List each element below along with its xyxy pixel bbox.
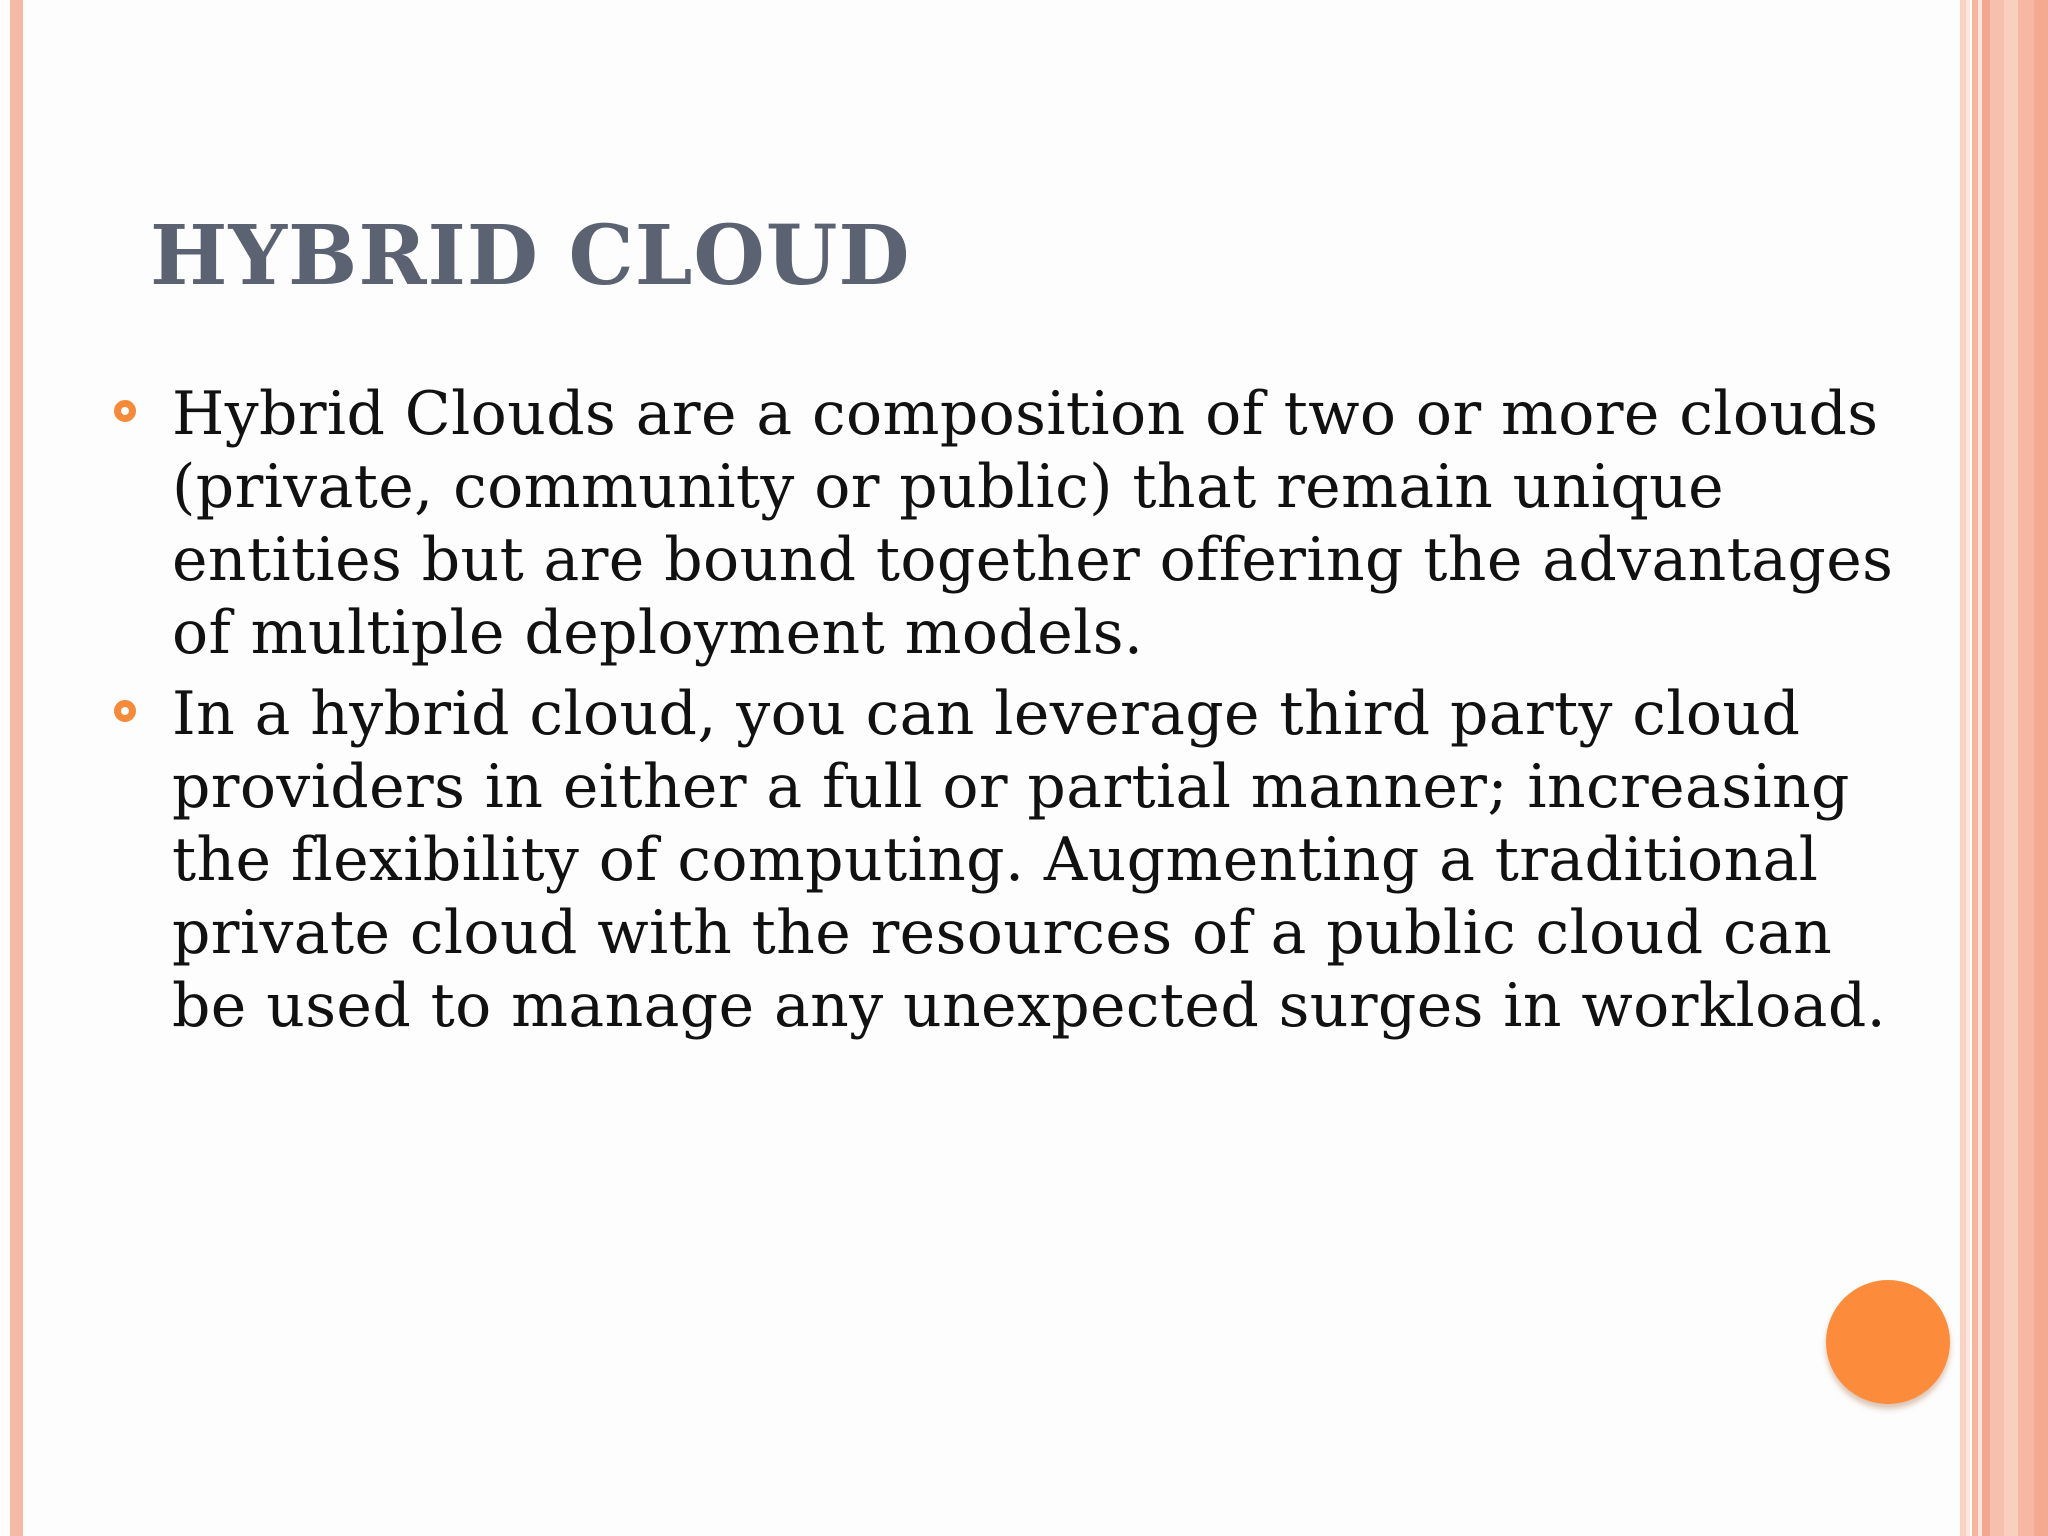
right-stripe-decoration (1982, 0, 1990, 1536)
left-border-decoration (10, 0, 23, 1536)
hollow-circle-bullet-icon (114, 400, 136, 422)
bullet-item (110, 378, 1920, 670)
slide-title: HYBRID CLOUD (150, 208, 911, 304)
bullet-list (110, 378, 1920, 1051)
right-stripe-decoration (1990, 0, 2004, 1536)
bullet-text: In a hybrid cloud, you can leverage third party cloud providers in either a full or partial manner; increasing the flexibility of computing. Augmenting a traditional private cloud with the resources of a public cloud can be used to manage any unexpected surges in workload. (172, 679, 1887, 1041)
orange-circle-icon (1826, 1280, 1950, 1404)
right-stripe-decoration (2004, 0, 2018, 1536)
right-stripe-decoration (1966, 0, 1970, 1536)
right-stripe-decoration (2034, 0, 2048, 1536)
bullet-text: Hybrid Clouds are a composition of two or more clouds (private, community or public) that remain unique entities but are bound together offering the advantages of multiple deployment models. (172, 379, 1894, 668)
hollow-circle-bullet-icon (114, 700, 136, 722)
bullet-item (110, 678, 1920, 1043)
right-stripe-decoration (2018, 0, 2034, 1536)
